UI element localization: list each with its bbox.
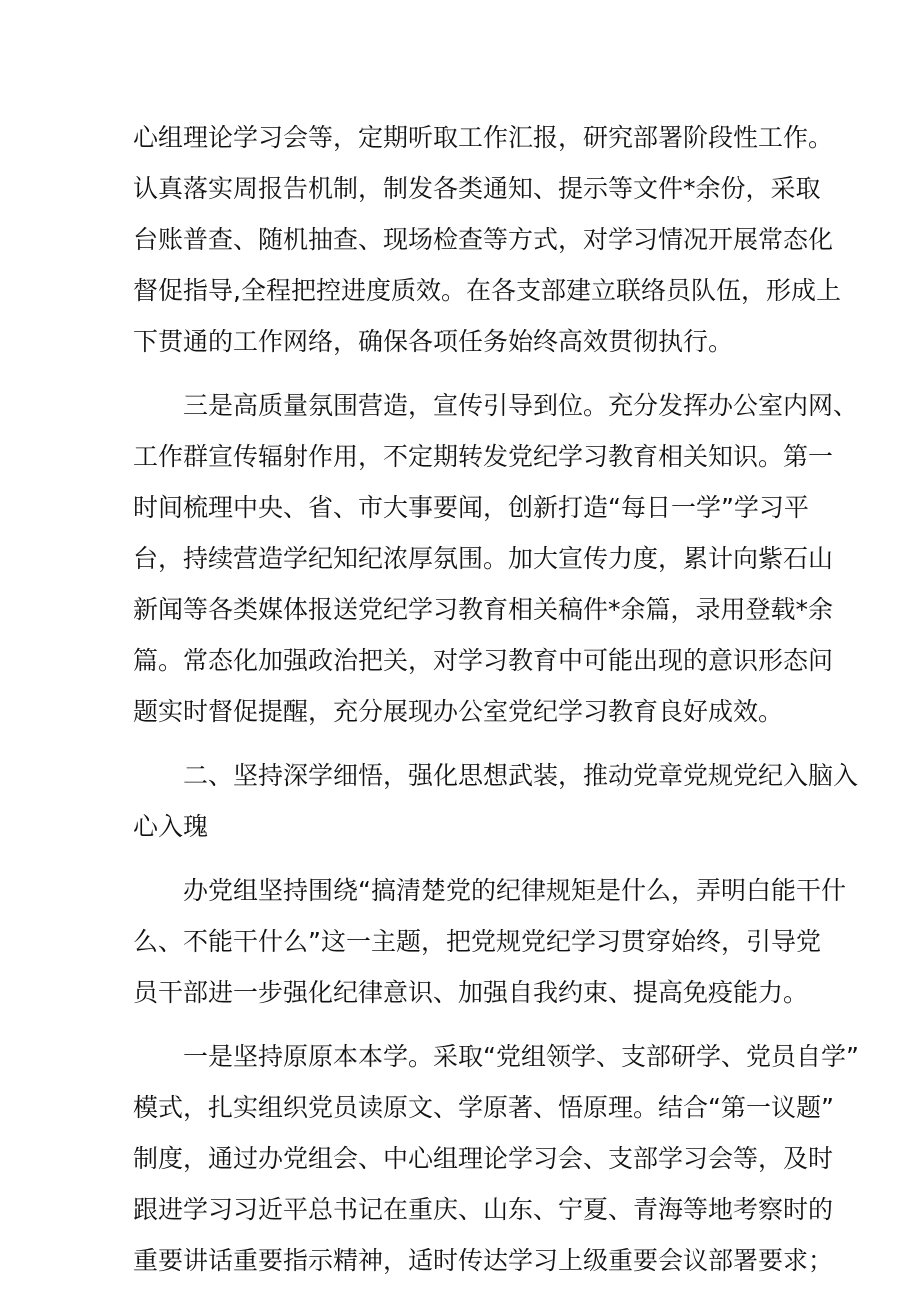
text-line: 一是坚持原原本本学。采取“党组领学、支部研学、党员自学”	[133, 1042, 859, 1071]
text-line: 认真落实周报告机制，制发各类通知、提示等文件*余份，采取	[133, 174, 821, 203]
text-line: 跟进学习习近平总书记在重庆、山东、宁夏、青海等地考察时的	[133, 1195, 834, 1224]
text-line: 台账普查、随机抽查、现场检查等方式，对学习情况开展常态化	[133, 225, 834, 254]
paragraph-spacer	[133, 852, 793, 865]
text-line: 重要讲话重要指示精神，适时传达学习上级重要会议部署要求；	[133, 1246, 834, 1275]
paragraph-spacer	[133, 367, 793, 380]
text-line: 心组理论学习会等，定期听取工作汇报，研究部署阶段性工作。	[133, 123, 834, 152]
text-line: 台，持续营造学纪知纪浓厚氛围。加大宣传力度，累计向紫石山	[133, 544, 834, 573]
text-line: 时间梳理中央、省、市大事要闻，创新打造“每日一学”学习平	[133, 493, 809, 522]
paragraph-study	[133, 1031, 859, 1286]
text-line: 题实时督促提醒，充分展现办公室党纪学习教育良好成效。	[133, 697, 784, 726]
text-line: 员干部进一步强化纪律意识、加强自我约束、提高免疫能力。	[133, 978, 809, 1007]
text-line: 下贯通的工作网络，确保各项任务始终高效贯彻执行。	[133, 327, 734, 356]
text-line: 模式，扎实组织党员读原文、学原著、悟原理。结合“第一议题”	[133, 1093, 834, 1122]
text-line: 新闻等各类媒体报送党纪学习教育相关稿件*余篇，录用登载*余	[133, 595, 834, 624]
text-line: 篇。常态化加强政治把关，对学习教育中可能出现的意识形态问	[133, 646, 834, 675]
text-line: 制度，通过办党组会、中心组理论学习会、支部学习会等，及时	[133, 1144, 834, 1173]
paragraph-atmosphere	[133, 380, 859, 737]
paragraph-supervision	[133, 112, 841, 367]
paragraph-spacer	[133, 737, 793, 750]
text-line: 办党组坚持围绕“搞清楚党的纪律规矩是什么，弄明白能干什	[133, 876, 846, 905]
document-body	[133, 112, 859, 1286]
paragraph-spacer	[133, 1018, 793, 1031]
text-line: 督促指导,全程把控进度质效。在各支部建立联络员队伍，形成上	[133, 276, 841, 305]
text-line: 工作群宣传辐射作用，不定期转发党纪学习教育相关知识。第一	[133, 442, 834, 471]
text-line: 心入瑰	[133, 812, 209, 841]
text-line: 么、不能干什么”这一主题，把党规党纪学习贯穿始终，引导党	[133, 927, 821, 956]
text-line: 三是高质量氛围营造，宣传引导到位。充分发挥办公室内网、	[133, 391, 859, 420]
section-heading-2	[133, 750, 859, 852]
paragraph-theme	[133, 865, 846, 1018]
text-line: 二、坚持深学细悟，强化思想武装，推动党章党规党纪入脑入	[133, 761, 859, 790]
